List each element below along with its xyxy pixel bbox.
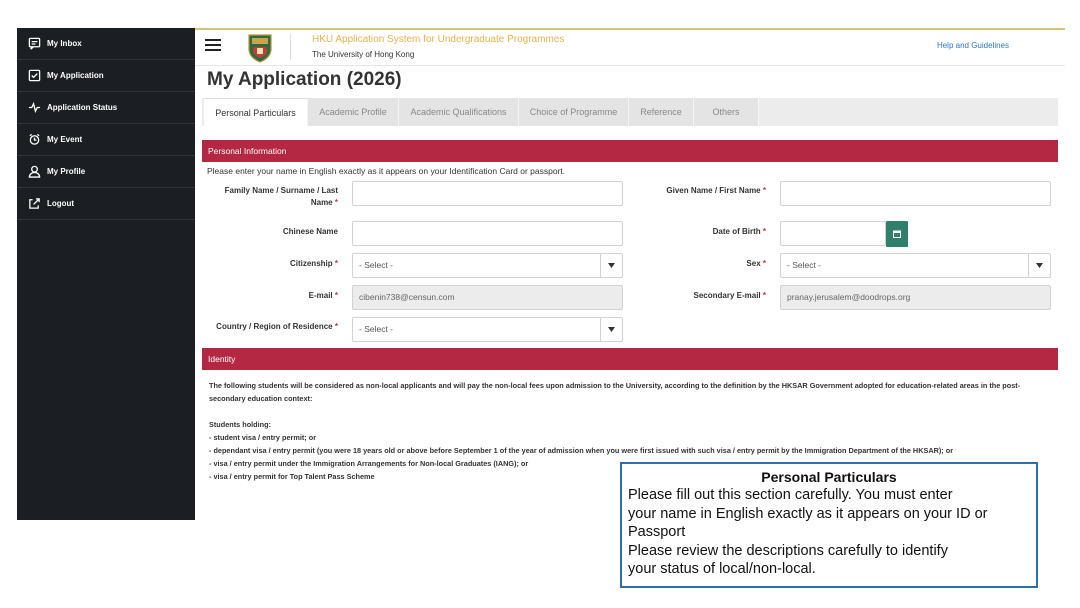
sidebar-item-label: Application Status (47, 103, 118, 112)
chevron-down-icon (1028, 254, 1050, 277)
alarm-clock-icon (27, 133, 41, 147)
residence-select-value: - Select - (359, 324, 394, 334)
list-item: - visa / entry permit for Top Talent Pass Scheme (209, 472, 375, 481)
system-title: HKU Application System for Undergraduate Programmes (312, 34, 565, 45)
tab-bar (202, 98, 1058, 126)
university-name: The University of Hong Kong (312, 50, 415, 59)
list-item: - student visa / entry permit; or (209, 433, 317, 442)
sex-select[interactable] (780, 253, 1051, 278)
sidebar (17, 28, 195, 520)
help-and-guidelines-link[interactable]: Help and Guidelines (936, 41, 1009, 50)
sidebar-item-application-status[interactable] (17, 92, 195, 124)
checkbox-icon (27, 69, 41, 83)
callout-line: your status of local/non-local. (628, 561, 816, 577)
identity-header: Identity (202, 348, 1058, 370)
sex-select-value: - Select - (787, 260, 822, 270)
calendar-icon (893, 230, 901, 238)
residence-select[interactable] (352, 317, 623, 342)
callout-line: Passport (628, 524, 686, 540)
family-name-field[interactable] (352, 181, 623, 206)
page-title: My Application (2026) (207, 69, 402, 90)
chinese-name-label: Chinese Name (282, 227, 338, 236)
header-divider (290, 34, 291, 60)
tab-personal-particulars[interactable]: Personal Particulars (204, 98, 308, 126)
email-field: cibenin738@censun.com (352, 285, 623, 310)
logout-icon (27, 197, 41, 211)
family-name-label: Family Name / Surname / Last Name * (224, 186, 338, 207)
given-name-label: Given Name / First Name * (666, 186, 766, 195)
callout-title: Personal Particulars (761, 469, 897, 485)
pulse-icon (27, 101, 41, 115)
sidebar-item-label: My Event (47, 135, 83, 144)
tab-academic-profile[interactable]: Academic Profile (308, 98, 399, 126)
top-header (195, 28, 1065, 66)
tab-choice-of-programme[interactable]: Choice of Programme (519, 98, 629, 126)
chevron-down-icon (600, 318, 622, 341)
sex-label: Sex * (746, 259, 766, 268)
chinese-name-field[interactable] (352, 221, 623, 246)
name-instruction: Please enter your name in English exactly as it appears on your Identification Card or passport. (207, 166, 566, 176)
citizenship-label: Citizenship * (289, 259, 338, 268)
sidebar-item-label: My Inbox (47, 39, 82, 48)
sidebar-item-my-inbox[interactable] (17, 28, 195, 60)
callout-line: your name in English exactly as it appears on your ID or (628, 505, 988, 522)
tab-reference[interactable]: Reference (629, 98, 694, 126)
callout-line: Please review the descriptions carefully to identify (628, 542, 948, 559)
callout-line: Please fill out this section carefully. You must enter (628, 487, 953, 503)
calendar-button[interactable] (886, 221, 908, 247)
list-item: - dependant visa / entry permit (you were 18 years old or above before September 1 of the year of admission when you were first issued with such visa / entry permit by the Immigration Department of the HKSAR); or (209, 446, 954, 455)
personal-information-header: Personal Information (202, 140, 1058, 162)
tab-others[interactable]: Others (694, 98, 759, 126)
date-of-birth-label: Date of Birth * (712, 227, 766, 236)
given-name-field[interactable] (780, 181, 1051, 206)
chevron-down-icon (600, 254, 622, 277)
sidebar-item-logout[interactable] (17, 188, 195, 220)
citizenship-select[interactable] (352, 253, 623, 278)
sidebar-item-label: My Profile (47, 167, 86, 176)
residence-label: Country / Region of Residence * (216, 322, 338, 331)
sidebar-item-my-profile[interactable] (17, 156, 195, 188)
citizenship-select-value: - Select - (359, 260, 394, 270)
tab-academic-qualifications[interactable]: Academic Qualifications (399, 98, 519, 126)
email-label: E-mail * (308, 291, 338, 300)
sidebar-item-my-event[interactable] (17, 124, 195, 156)
date-of-birth-field[interactable] (780, 221, 886, 246)
sidebar-item-label: My Application (47, 71, 104, 80)
inbox-icon (27, 37, 41, 51)
sidebar-item-my-application[interactable] (17, 60, 195, 92)
list-item: - visa / entry permit under the Immigration Arrangements for Non-local Graduates (IANG); or (209, 459, 529, 468)
user-icon (27, 165, 41, 179)
sidebar-item-label: Logout (47, 199, 75, 208)
secondary-email-label: Secondary E-mail * (693, 291, 766, 300)
menu-toggle-icon[interactable] (205, 39, 221, 53)
personal-particulars-callout (620, 462, 1038, 588)
students-holding-label: Students holding: (209, 420, 272, 429)
identity-intro: The following students will be considered as non-local applicants and will pay the non-local fees upon admission to the University, according to the definition by the HKSAR Government adopted for education-related areas in the post-secondary education context: (209, 381, 1021, 403)
secondary-email-field: pranay.jerusalem@doodrops.org (780, 285, 1051, 310)
hku-crest-logo (247, 33, 273, 63)
